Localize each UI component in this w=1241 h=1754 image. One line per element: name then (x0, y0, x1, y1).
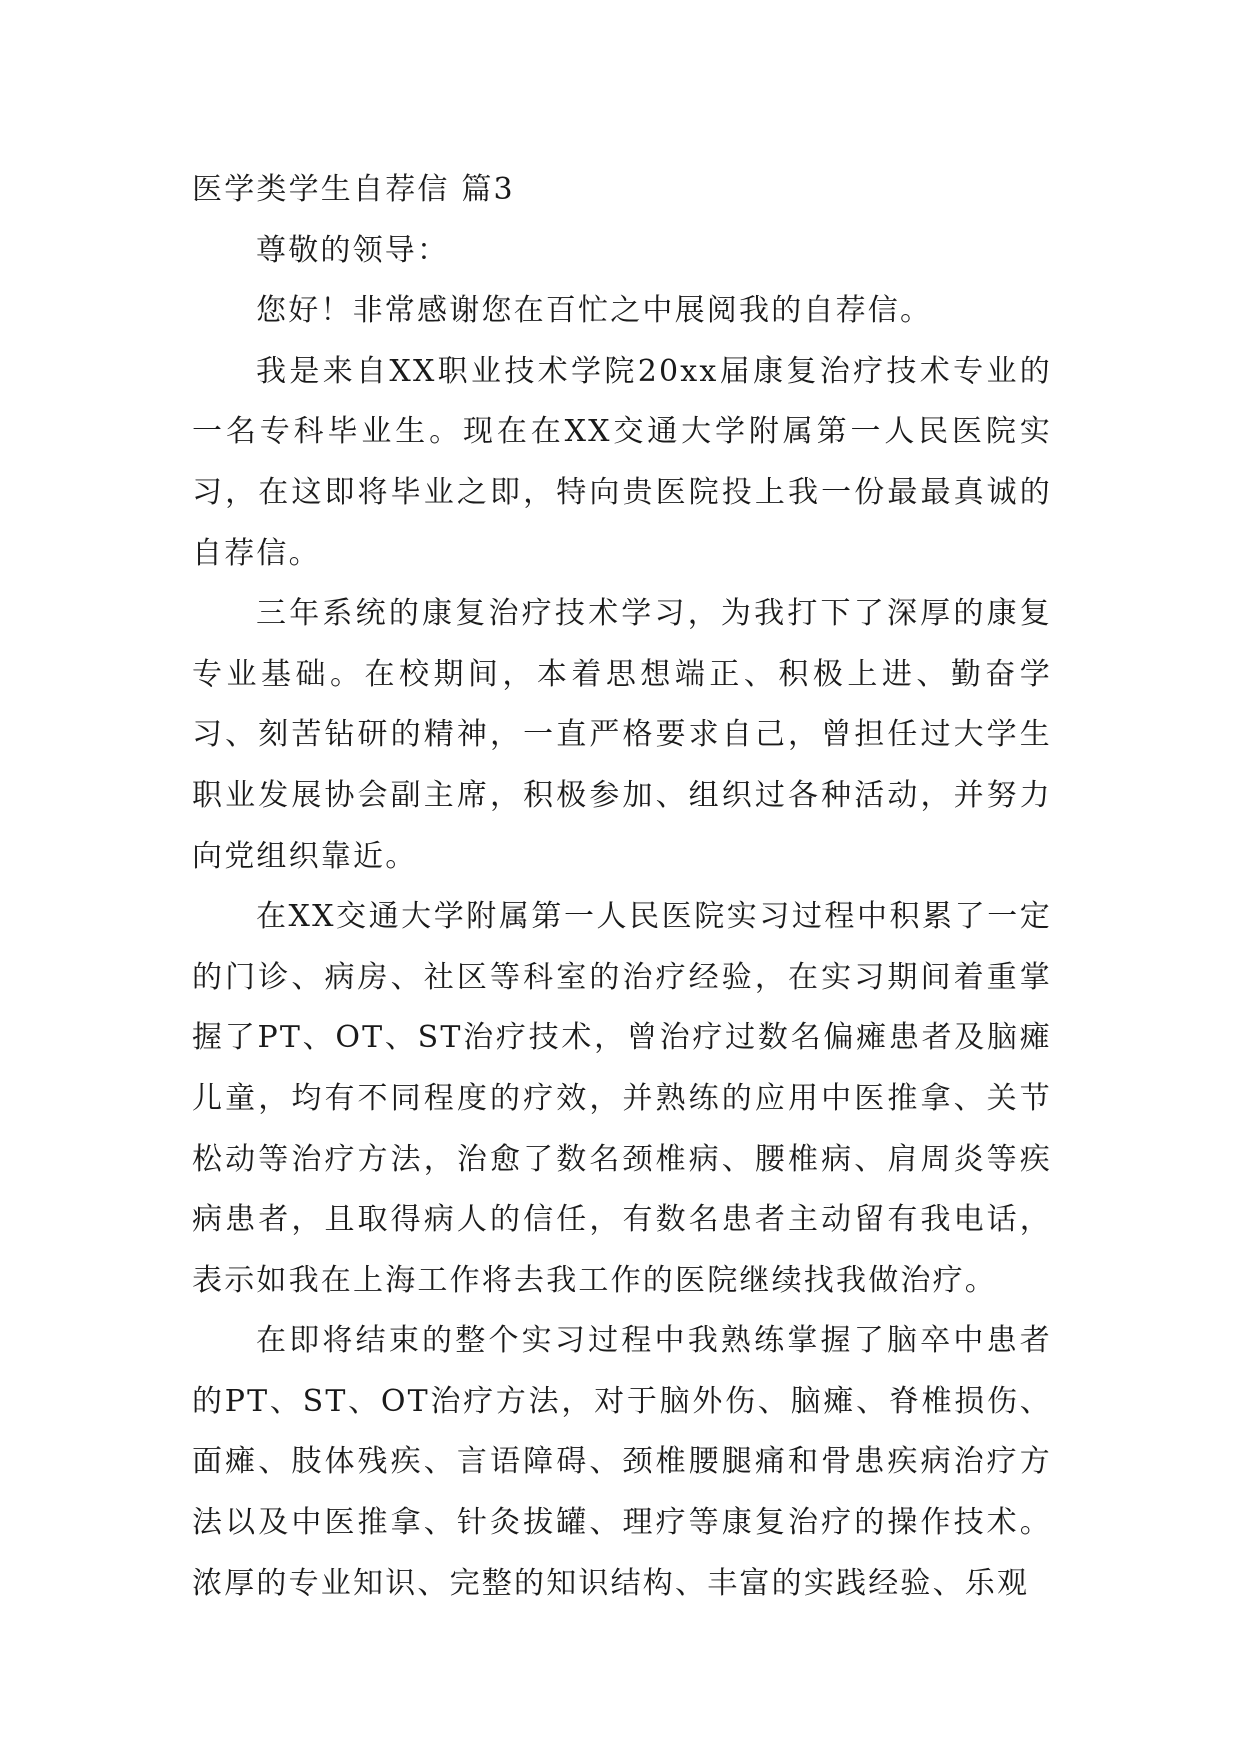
paragraph-education: 三年系统的康复治疗技术学习，为我打下了深厚的康复专业基础。在校期间，本着思想端正、积极上进、勤奋学习、刻苦钻研的精神，一直严格要求自己，曾担任过大学生职业发展协会副主席，积极参加、组织过各种活动，并努力向党组织靠近。 (192, 596, 1052, 874)
paragraph-internship: 在XX交通大学附属第一人民医院实习过程中积累了一定的门诊、病房、社区等科室的治疗经验，在实习期间着重掌握了PT、OT、ST治疗技术，曾治疗过数名偏瘫患者及脑瘫儿童，均有不同程度的疗效，并熟练的应用中医推拿、关节松动等治疗方法，治愈了数名颈椎病、腰椎病、肩周炎等疾病患者，且取得病人的信任，有数名患者主动留有我电话，表示如我在上海工作将去我工作的医院继续找我做治疗。 (192, 899, 1052, 1298)
letter-body (192, 160, 1052, 1614)
paragraph-greeting: 您好！非常感谢您在百忙之中展阅我的自荐信。 (256, 293, 933, 329)
salutation: 尊敬的领导： (256, 232, 450, 268)
paragraph-skills: 在即将结束的整个实习过程中我熟练掌握了脑卒中患者的PT、ST、OT治疗方法，对于脑外伤、脑瘫、脊椎损伤、面瘫、肢体残疾、言语障碍、颈椎腰腿痛和骨患疾病治疗方法以及中医推拿、针灸拔罐、理疗等康复治疗的操作技术。浓厚的专业知识、完整的知识结构、丰富的实践经验、乐观 (192, 1323, 1052, 1601)
page-title: 医学类学生自荐信 篇3 (192, 172, 515, 207)
paragraph-introduction: 我是来自XX职业技术学院20xx届康复治疗技术专业的一名专科毕业生。现在在XX交通大学附属第一人民医院实习，在这即将毕业之即，特向贵医院投上我一份最最真诚的自荐信。 (192, 353, 1052, 571)
